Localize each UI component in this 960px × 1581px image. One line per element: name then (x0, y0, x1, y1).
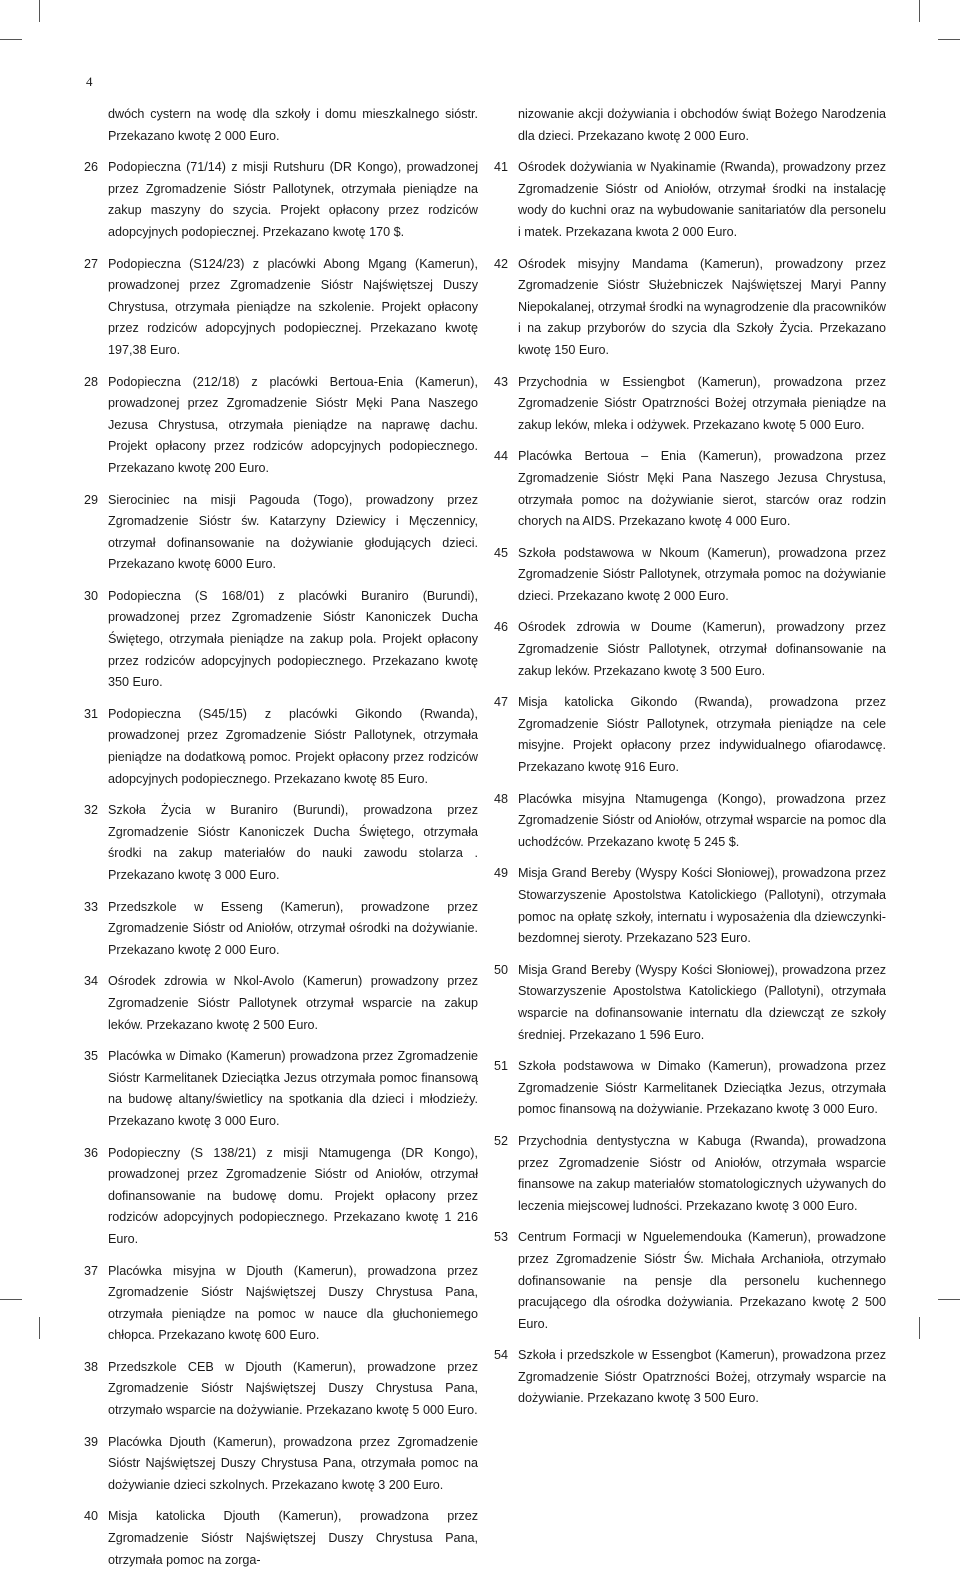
item-text: Przedszkole CEB w Djouth (Kamerun), prowadzone przez Zgromadzenie Sióstr Najświętszej Duszy Chrystusa Pana, otrzymało wsparcie na dożywianie. Przekazano kwotę 5 000 Euro. (108, 1359, 478, 1418)
item-number: 29 (84, 492, 99, 507)
item-number: 47 (494, 695, 509, 710)
item-number: 50 (494, 962, 509, 977)
item-number: 43 (494, 374, 509, 389)
item-text: Podopieczna (212/18) z placówki Bertoua-Enia (Kamerun), prowadzonej przez Zgromadzenie Sióstr Męki Pana Naszego Jezusa Chrystusa, otrzymała pieniądze na naprawę dachu. Projekt opłacony przez rodziców adopcyjnych podopiecznego. Przekazano kwotę 200 Euro. (108, 374, 478, 475)
list-item (494, 692, 886, 778)
list-item (494, 1227, 886, 1335)
item-number: 33 (84, 899, 99, 914)
item-text: Podopieczna (71/14) z misji Rutshuru (DR Kongo), prowadzonej przez Zgromadzenie Sióstr Pallotynek, otrzymała pieniądze na zakup maszyny do szycia. Projekt opłacony przez rodziców adopcyjnych podopiecznej. Przekazano kwotę 170 $. (108, 160, 478, 239)
item-number: 42 (494, 256, 509, 271)
item-number: 45 (494, 545, 509, 560)
item-text: Misja Grand Bereby (Wyspy Kości Słoniowej), prowadzona przez Stowarzyszenie Apostolstwa Katolickiego (Pallotyni), otrzymała wsparcie na dofinansowanie internatu dla dziewcząt ze szkoły średniej. Przekazano 1 596 Euro. (518, 962, 886, 1042)
item-text: dwóch cystern na wodę dla szkoły i domu mieszkalnego sióstr. Przekazano kwotę 2 000 Euro. (108, 107, 478, 143)
item-number: 30 (84, 588, 99, 603)
list-item (84, 586, 478, 694)
item-number: 37 (84, 1263, 99, 1278)
item-text: Przedszkole w Esseng (Kamerun), prowadzone przez Zgromadzenie Sióstr od Aniołów, otrzymał ośrodki na dożywianie. Przekazano kwotę 2 000 Euro. (108, 899, 478, 957)
list-item (494, 617, 886, 682)
item-text: Podopieczna (S124/23) z placówki Abong Mgang (Kamerun), prowadzonej przez Zgromadzenie Sióstr Najświętszej Duszy Chrystusa, otrzymała pieniądze na szkolenie. Projekt opłacony przez rodziców adopcyjnych podopiecznej. Przekazano kwotę 197,38 Euro. (108, 256, 478, 357)
crop-mark (919, 1317, 920, 1339)
item-number: 54 (494, 1348, 509, 1363)
list-item (84, 1432, 478, 1497)
list-item (494, 789, 886, 854)
item-number: 52 (494, 1133, 509, 1148)
list-item (494, 863, 886, 949)
list-item (84, 1261, 478, 1347)
item-text: nizowanie akcji dożywiania i obchodów świąt Bożego Narodzenia dla dzieci. Przekazano kwotę 2 000 Euro. (518, 107, 886, 143)
list-item (494, 254, 886, 362)
item-text: Sierociniec na misji Pagouda (Togo), prowadzony przez Zgromadzenie Sióstr św. Katarzyny Dziewicy i Męczennicy, otrzymał dofinansowanie na dożywianie głodujących dzieci. Przekazano kwotę 6000 Euro. (108, 492, 478, 572)
list-item (494, 960, 886, 1046)
crop-mark (938, 39, 960, 40)
item-text: Ośrodek zdrowia w Doume (Kamerun), prowadzony przez Zgromadzenie Sióstr Pallotynek, otrzymał dofinansowanie na zakup leków. Przekazano kwotę 3 500 Euro. (518, 620, 886, 678)
crop-mark (39, 0, 40, 22)
item-text: Misja Grand Bereby (Wyspy Kości Słoniowej), prowadzona przez Stowarzyszenie Apostolstwa Katolickiego (Pallotyni), otrzymała pomoc na opłatę szkoły, internatu i wyposażenia dla dziewczynki- bezdomnej sieroty. Przekazano 523 Euro. (518, 866, 886, 946)
item-text: Misja katolicka Djouth (Kamerun), prowadzona przez Zgromadzenie Sióstr Najświętszej Duszy Chrystusa Pana, otrzymała pomoc na zorga- (108, 1509, 478, 1567)
item-text: Podopieczna (S 168/01) z placówki Buraniro (Burundi), prowadzonej przez Zgromadzenie Sióstr Kanoniczek Ducha Świętego, otrzymała pieniądze na zakup pola. Projekt opłacony przez rodziców adopcyjnych podopiecznego. Przekazano kwotę 350 Euro. (108, 588, 478, 690)
crop-mark (0, 39, 22, 40)
list-item (494, 104, 886, 147)
list-item (84, 897, 478, 962)
list-item (84, 104, 478, 147)
page-number: 4 (86, 74, 93, 89)
item-text: Przychodnia dentystyczna w Kabuga (Rwanda), prowadzona przez Zgromadzenie Sióstr od Aniołów, otrzymała wsparcie finansowe na zakup materiałów stomatologicznych używanych do leczenia miejscowej ludności. Przekazano kwotę 3 000 Euro. (518, 1133, 886, 1213)
list-item (84, 372, 478, 480)
item-number: 39 (84, 1434, 99, 1449)
item-number: 49 (494, 866, 509, 881)
item-text: Placówka Bertoua – Enia (Kamerun), prowadzona przez Zgromadzenie Sióstr Męki Pana Naszego Jezusa Chrystusa, otrzymała pomoc na dożywianie sierot, starców oraz rodzin chorych na AIDS. Przekazano kwotę 4 000 Euro. (518, 449, 886, 529)
item-number: 26 (84, 160, 99, 175)
item-text: Placówka misyjna Ntamugenga (Kongo), prowadzona przez Zgromadzenie Sióstr od Aniołów, otrzymał wsparcie na pomoc dla uchodźców. Przekazano kwotę 5 245 $. (518, 791, 886, 849)
item-text: Centrum Formacji w Nguelemendouka (Kamerun), prowadzone przez Zgromadzenie Sióstr Św. Michała Archanioła, otrzymało dofinansowanie na pensje dla personelu kuchennego pracującego dla ośrodka dożywiania. Przekazano kwotę 2 500 Euro. (518, 1230, 886, 1331)
list-item (84, 490, 478, 576)
item-number: 53 (494, 1230, 509, 1245)
right-column (494, 104, 886, 1420)
list-item (494, 372, 886, 437)
item-text: Ośrodek misyjny Mandama (Kamerun), prowadzony przez Zgromadzenie Sióstr Służebniczek Najświętszej Maryi Panny Niepokalanej, otrzymał środki na wynagrodzenie dla pracowników i na zakup przyborów do szycia dla Szkoły Życia. Przekazano kwotę 150 Euro. (518, 256, 886, 357)
item-text: Misja katolicka Gikondo (Rwanda), prowadzona przez Zgromadzenie Sióstr Pallotynek, otrzymała pieniądze na cele misyjne. Projekt opłacony przez indywidualnego ofiarodawcę. Przekazano kwotę 916 Euro. (518, 695, 886, 775)
list-item (84, 704, 478, 790)
item-number: 27 (84, 256, 99, 271)
item-number: 41 (494, 160, 509, 175)
list-item (494, 1131, 886, 1217)
list-item (84, 157, 478, 243)
item-text: Szkoła i przedszkole w Essengbot (Kamerun), prowadzona przez Zgromadzenie Sióstr Opatrzności Bożej, otrzymały wsparcie na dożywianie. Przekazano kwotę 3 500 Euro. (518, 1348, 886, 1406)
item-text: Placówka misyjna w Djouth (Kamerun), prowadzona przez Zgromadzenie Sióstr Najświętszej Duszy Chrystusa Pana, otrzymała pieniądze na pomoc w nauce dla głuchoniemego chłopca. Przekazano kwotę 600 Euro. (108, 1263, 478, 1343)
list-item (494, 1056, 886, 1121)
list-item (84, 1506, 478, 1571)
item-number: 36 (84, 1145, 99, 1160)
list-item (84, 254, 478, 362)
item-text: Szkoła Życia w Buraniro (Burundi), prowadzona przez Zgromadzenie Sióstr Kanoniczek Ducha Świętego, otrzymała środki na zakup materiałów do nauki zawodu stolarza . Przekazano kwotę 3 000 Euro. (108, 803, 478, 882)
item-number: 44 (494, 449, 509, 464)
item-text: Szkoła podstawowa w Dimako (Kamerun), prowadzona przez Zgromadzenie Sióstr Karmelitanek Dzieciątka Jezus, otrzymała pomoc finansową na dożywianie. Przekazano kwotę 3 000 Euro. (518, 1059, 886, 1117)
crop-mark (39, 1317, 40, 1339)
item-number: 48 (494, 791, 509, 806)
list-item (84, 1143, 478, 1251)
crop-mark (919, 0, 920, 22)
list-item (494, 446, 886, 532)
item-number: 40 (84, 1509, 99, 1524)
item-text: Ośrodek zdrowia w Nkol-Avolo (Kamerun) prowadzony przez Zgromadzenie Sióstr Pallotynek otrzymał wsparcie na zakup leków. Przekazano kwotę 2 500 Euro. (108, 974, 478, 1032)
crop-mark (0, 1299, 22, 1300)
item-text: Ośrodek dożywiania w Nyakinamie (Rwanda), prowadzony przez Zgromadzenie Sióstr od Aniołów, otrzymał środki na instalację wody do kuchni oraz na wybudowanie sanitariatów dla personelu i matek. Przekazana kwota 2 000 Euro. (518, 160, 886, 239)
item-number: 31 (84, 706, 99, 721)
item-text: Placówka w Dimako (Kamerun) prowadzona przez Zgromadzenie Sióstr Karmelitanek Dzieciątka Jezus otrzymała pomoc finansową na budowę altany/świetlicy na spotkania dla dzieci i młodzieży. Przekazano kwotę 3 000 Euro. (108, 1049, 478, 1128)
list-item (494, 543, 886, 608)
item-number: 32 (84, 803, 99, 818)
list-item (84, 1046, 478, 1132)
item-number: 46 (494, 620, 509, 635)
item-text: Podopieczna (S45/15) z placówki Gikondo (Rwanda), prowadzonej przez Zgromadzenie Sióstr Pallotynek, otrzymała pieniądze na dodatkową pomoc. Projekt opłacony przez rodziców adopcyjnych podopiecznego. Przekazano kwotę 85 Euro. (108, 706, 478, 786)
list-item (494, 157, 886, 243)
item-number: 35 (84, 1049, 99, 1064)
item-text: Szkoła podstawowa w Nkoum (Kamerun), prowadzona przez Zgromadzenie Sióstr Pallotynek, otrzymała pomoc na dożywianie dzieci. Przekazano kwotę 2 000 Euro. (518, 545, 886, 603)
item-text: Placówka Djouth (Kamerun), prowadzona przez Zgromadzenie Sióstr Najświętszej Duszy Chrystusa Pana, otrzymała pomoc na dożywianie dzieci szkolnych. Przekazano kwotę 3 200 Euro. (108, 1434, 478, 1492)
crop-mark (938, 1299, 960, 1300)
item-text: Podopieczny (S 138/21) z misji Ntamugenga (DR Kongo), prowadzonej przez Zgromadzenie Sióstr od Aniołów, otrzymał dofinansowanie na budowę domu. Projekt opłacony przez rodziców adopcyjnych podopiecznego. Przekazano kwotę 1 216 Euro. (108, 1145, 478, 1246)
list-item (494, 1345, 886, 1410)
list-item (84, 1357, 478, 1422)
item-number: 28 (84, 374, 99, 389)
item-text: Przychodnia w Essiengbot (Kamerun), prowadzona przez Zgromadzenie Sióstr Opatrzności Bożej otrzymała pieniądze na zakup leków, mleka i odżywek. Przekazano kwotę 5 000 Euro. (518, 374, 886, 432)
left-column (84, 104, 478, 1581)
item-number: 51 (494, 1059, 509, 1074)
item-number: 34 (84, 974, 99, 989)
list-item (84, 971, 478, 1036)
list-item (84, 800, 478, 886)
item-number: 38 (84, 1359, 99, 1374)
